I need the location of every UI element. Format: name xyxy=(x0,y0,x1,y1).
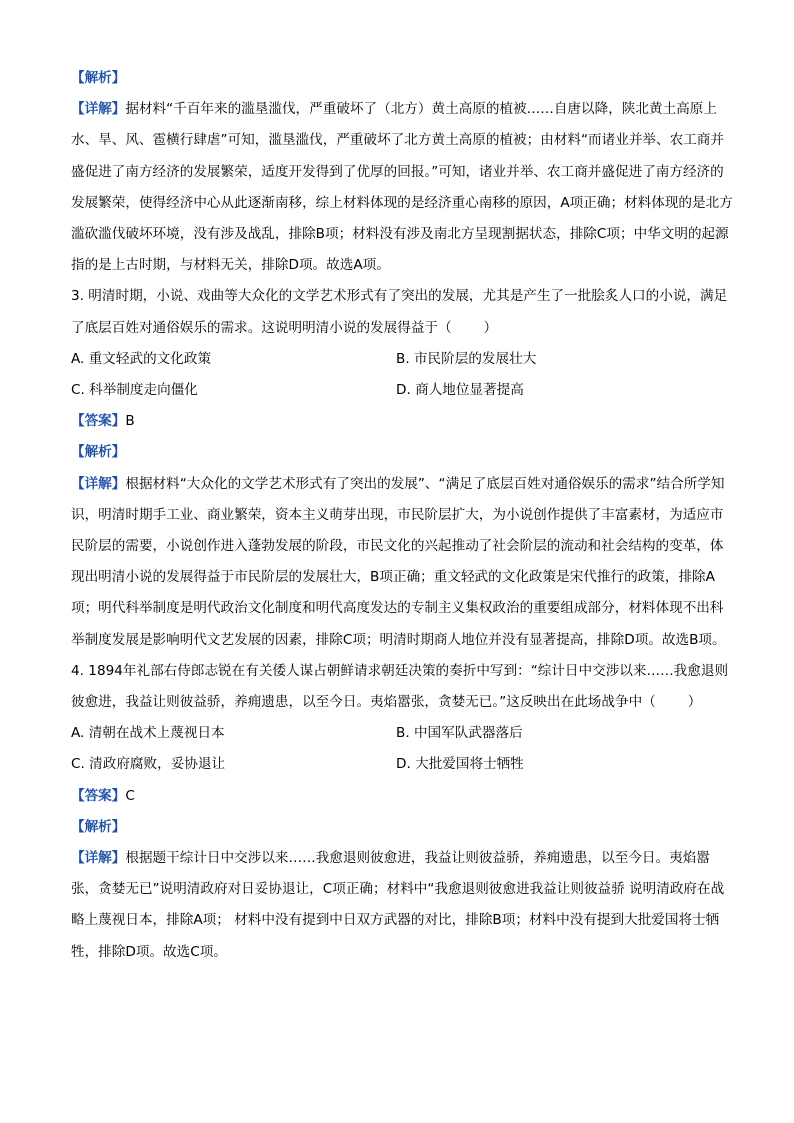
question-4-stem: 4. 1894年礼部右侍郎志锐在有关倭人谋占朝鲜请求朝廷决策的奏折中写到：“综计日中交涉以来……我愈退则彼愈进，我益让则彼益骄，养痈遗患，以至今日。夷焰嚣张，贪婪无已。”这反映出在此场战争中（ ） xyxy=(71,662,729,711)
answer-4: 【答案】C xyxy=(71,787,135,804)
question-4-options-row-1 xyxy=(71,718,734,749)
analysis-label-3: 【解析】 xyxy=(71,444,126,461)
detail-block-3: 【详解】根据材料“大众化的文学艺术形式有了突出的发展”、“满足了底层百姓对通俗娱乐的需求”结合所学知识，明清时期手工业、商业繁荣，资本主义萌芽出现，市民阶层扩大，为小说创作提供了丰富素材，为适应市民阶层的需要，小说创作进入蓬勃发展的阶段，市民文化的兴起推动了社会阶层的流动和社会结构的变革，体现出明清小说的发展得益于市民阶层的发展壮大，B项正确；重文轻武的文化政策是宋代推行的政策，排除A项；明代科举制度是明代政治文化制度和明代高度发达的专制主义集权政治的重要组成部分，材料体现不出科举制度发展是影响明代文艺发展的因素，排除C项；明清时期商人地位并没有显著提高，排除D项。故选B项。 xyxy=(71,475,726,648)
analysis-label-4: 【解析】 xyxy=(71,818,126,835)
option-b: B. 中国军队武器落后 xyxy=(396,725,523,742)
question-3-options-row-2 xyxy=(71,375,734,406)
detail-label: 【详解】 xyxy=(71,101,126,118)
answer-3: 【答案】B xyxy=(71,413,135,430)
option-b: B. 市民阶层的发展壮大 xyxy=(396,350,537,367)
question-4-options-row-2 xyxy=(71,749,734,780)
question-3-stem: 3. 明清时期，小说、戏曲等大众化的文学艺术形式有了突出的发展，尤其是产生了一批脍炙人口的小说，满足了底层百姓对通俗娱乐的需求。这说明明清小说的发展得益于（ ） xyxy=(71,288,728,336)
question-3-options-row-1 xyxy=(71,344,734,375)
option-a: A. 重文轻武的文化政策 xyxy=(71,350,212,367)
option-d: D. 商人地位显著提高 xyxy=(396,382,524,399)
detail-text: 根据材料“大众化的文学艺术形式有了突出的发展”、“满足了底层百姓对通俗娱乐的需求”结合所学知识，明清时期手工业、商业繁荣，资本主义萌芽出现，市民阶层扩大，为小说创作提供了丰富素材，为适应市民阶层的需要，小说创作进入蓬勃发展的阶段，市民文化的兴起推动了社会阶层的流动和社会结构的变革，体现出明清小说的发展得益于市民阶层的发展壮大，B项正确；重文轻武的文化政策是宋代推行的政策，排除A项；明代科举制度是明代政治文化制度和明代高度发达的专制主义集权政治的重要组成部分，材料体现不出科举制度发展是影响明代文艺发展的因素，排除C项；明清时期商人地位并没有显著提高，排除D项。故选B项。 xyxy=(71,475,726,648)
option-d: D. 大批爱国将士牺牲 xyxy=(396,756,524,773)
analysis-label-1: 【解析】 xyxy=(71,70,126,86)
detail-text: 据材料“千百年来的滥垦滥伐，严重破坏了（北方）黄土高原的植被……自唐以降，陕北黄土高原上水、旱、风、雹横行肆虐”可知，滥垦滥伐，严重破坏了北方黄土高原的植被；由材料“而诸业并举、农工商并盛促进了南方经济的发展繁荣，适度开发得到了优厚的回报。”可知，诸业并举、农工商并盛促进了南方经济的发展繁荣，使得经济中心从此逐渐南移，综上材料体现的是经济重心南移的原因，A项正确；材料体现的是北方滥砍滥伐破坏环境，没有涉及战乱，排除B项；材料没有涉及南北方呈现割据状态，排除C项；中华文明的起源指的是上古时期，与材料无关，排除D项。故选A项。 xyxy=(71,101,733,274)
detail-text: 根据题干综计日中交涉以来……我愈退则彼愈进，我益让则彼益骄，养痈遗患，以至今日。夷焰嚣张，贪婪无已”说明清政府对日妥协退让，C项正确；材料中“我愈退则彼愈进我益让则彼益骄 说明清政府在战略上蔑视日本，排除A项； 材料中没有提到中日双方武器的对比，排除B项；材料中没有提到大批爱国将士牺牲，排除D项。故选C项。 xyxy=(71,850,725,960)
option-a: A. 清朝在战术上蔑视日本 xyxy=(71,725,225,742)
option-c: C. 科举制度走向僵化 xyxy=(71,382,198,399)
option-c: C. 清政府腐败，妥协退让 xyxy=(71,756,226,773)
detail-block-1 xyxy=(71,94,734,281)
detail-block-4: 【详解】根据题干综计日中交涉以来……我愈退则彼愈进，我益让则彼益骄，养痈遗患，以至今日。夷焰嚣张，贪婪无已”说明清政府对日妥协退让，C项正确；材料中“我愈退则彼愈进我益让则彼益骄 说明清政府在战略上蔑视日本，排除A项； 材料中没有提到中日双方武器的对比，排除B项；材料中没有提到大批爱国将士牺牲，排除D项。故选C项。 xyxy=(71,850,725,960)
